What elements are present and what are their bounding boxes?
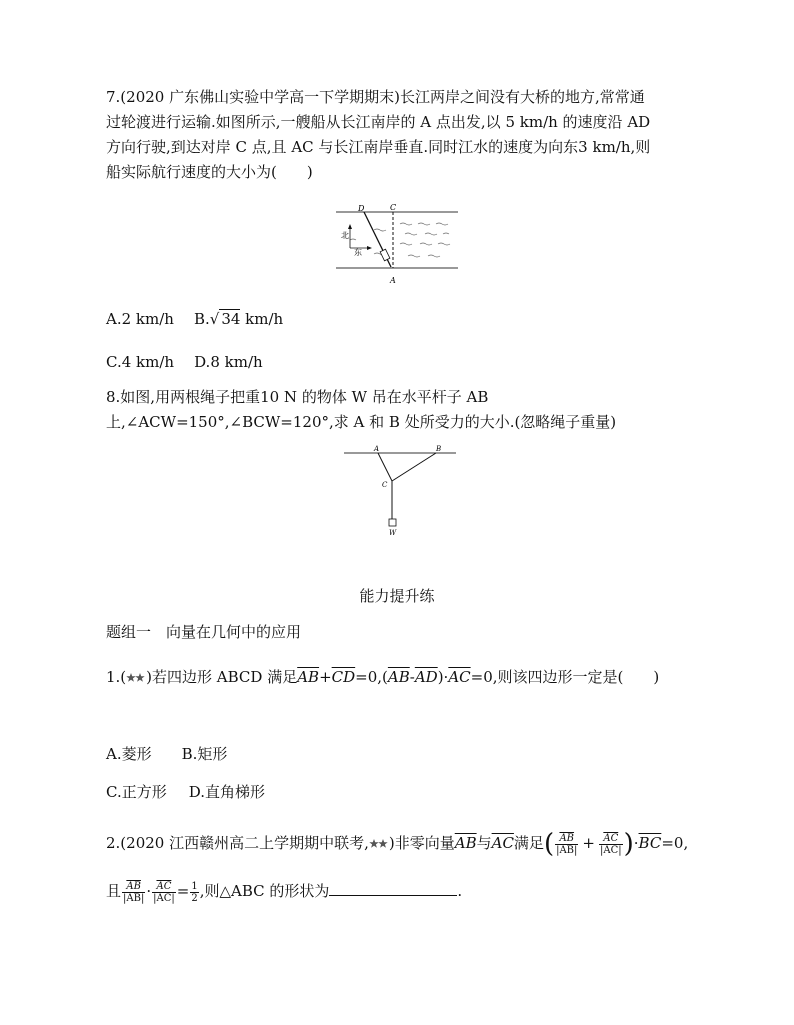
p2-eq: = bbox=[176, 882, 190, 900]
q7-fig-label-east: 东 bbox=[354, 248, 362, 257]
p2-line2-text: ,则△ABC 的形状为 bbox=[199, 882, 330, 900]
p2-question-line-2 bbox=[106, 878, 462, 904]
vector-ad: $\overline{AD}$ bbox=[414, 668, 438, 686]
q7-option-c: C.4 km/h bbox=[106, 353, 175, 371]
p2-vector-ac: $\overline{AC}$ bbox=[491, 834, 514, 852]
p1-question bbox=[106, 667, 659, 687]
p2-question-line-1: 2.(2020 江西赣州高二上学期期中联考, )非零向量$\overline{AB}$与$\overline{AC}$满足( $\frac{\overline{AB}}{|AB|}$ + $\frac{\overline{AC}}{|AC|}$ )$\cdot\overline{BC}=0$, bbox=[106, 829, 689, 859]
q8-text-line-2: 上,∠ACW=150°,∠BCW=120°,求 A 和 B 处所受力的大小.(忽略绳子重量) bbox=[106, 413, 617, 431]
p2-fraction-half: $\frac{1}{2}$ bbox=[191, 880, 198, 904]
q7-option-d: D.8 km/h bbox=[194, 353, 263, 371]
p1-option-a: A.菱形 bbox=[106, 745, 152, 763]
q8-rope-figure bbox=[340, 443, 460, 539]
q8-fig-label-w: W bbox=[389, 529, 397, 537]
q7-fig-label-c: C bbox=[390, 203, 397, 212]
weight-box-icon bbox=[389, 519, 396, 526]
q7-options-row-1 bbox=[106, 309, 283, 329]
p1-option-d: D.直角梯形 bbox=[188, 783, 265, 801]
p2-dot: · bbox=[633, 834, 639, 852]
p1-dot: )· bbox=[437, 668, 449, 686]
p1-text-a: )若四边形 ABCD 满足 bbox=[146, 668, 298, 686]
p2-fraction-ac: $\frac{\overline{AC}}{|AC|}$ bbox=[599, 832, 622, 856]
p2-text-a: )非零向量 bbox=[388, 834, 455, 852]
vector-ab-2: $\overline{AB}$ bbox=[387, 668, 410, 686]
q7-options-row-2 bbox=[106, 352, 263, 372]
p2-prefix: 2.(2020 江西赣州高二上学期期中联考, bbox=[106, 834, 369, 852]
q8-text-line-1: 8.如图,用两根绳子把重10 N 的物体 W 吊在水平杆子 AB bbox=[106, 388, 489, 406]
p2-vector-ab: $\overline{AB}$ bbox=[454, 834, 477, 852]
q7-option-b-unit: km/h bbox=[240, 310, 284, 328]
two-star-difficulty-icon bbox=[369, 838, 389, 850]
p2-eq-zero: =0, bbox=[661, 834, 689, 852]
vector-cd: $\overline{CD}$ bbox=[331, 668, 356, 686]
q7-fig-label-d: D bbox=[358, 204, 365, 213]
q7-text-line-3: 方向行驶,到达对岸 C 点,且 AC 与长江南岸垂直.同时江水的速度为向东3 km/h,则 bbox=[106, 138, 651, 156]
p2-plus: + bbox=[582, 834, 595, 852]
p2-dot-2: · bbox=[146, 882, 152, 900]
q8-fig-label-b: B bbox=[436, 445, 442, 453]
p2-fraction-ac-2: $\frac{\overline{AC}}{|AC|}$ bbox=[153, 880, 175, 904]
p2-period: . bbox=[457, 882, 463, 900]
q7-option-a: A.2 km/h bbox=[106, 310, 174, 328]
q7-fig-label-north: 北 bbox=[341, 231, 349, 240]
q8-fig-label-a: A bbox=[374, 445, 380, 453]
p1-options-row-1 bbox=[106, 744, 227, 764]
q7-river-figure bbox=[330, 200, 462, 286]
p1-option-c: C.正方形 bbox=[106, 783, 167, 801]
p2-line2-prefix: 且 bbox=[106, 882, 122, 900]
p2-satisfy: 满足 bbox=[513, 834, 544, 852]
q7-option-b-label: B. bbox=[193, 310, 210, 328]
q7-text-line-4: 船实际航行速度的大小为( ) bbox=[106, 163, 313, 181]
q7-text-line-2: 过轮渡进行运输.如图所示,一艘船从长江南岸的 A 点出发,以 5 km/h 的速度沿 AD bbox=[106, 113, 651, 131]
two-star-difficulty-icon bbox=[126, 672, 146, 684]
vector-ab: $\overline{AB}$ bbox=[297, 668, 320, 686]
p2-vector-bc: $\overline{BC}$ bbox=[638, 834, 662, 852]
p1-tail: =0,则该四边形一定是( ) bbox=[470, 668, 660, 686]
q7-text-line-1: 7.(2020 广东佛山实验中学高一下学期期末)长江两岸之间没有大桥的地方,常常通 bbox=[106, 88, 645, 106]
p1-option-b: B.矩形 bbox=[181, 745, 228, 763]
p2-fraction-ab-2: $\frac{\overline{AB}}{|AB|}$ bbox=[123, 880, 145, 904]
p2-answer-blank[interactable] bbox=[329, 881, 457, 896]
vector-ac: $\overline{AC}$ bbox=[448, 668, 471, 686]
p2-and: 与 bbox=[476, 834, 492, 852]
p1-plus: + bbox=[319, 668, 332, 686]
q7-fig-label-a: A bbox=[390, 276, 396, 285]
q8-fig-label-c: C bbox=[382, 481, 388, 489]
p1-prefix: 1.( bbox=[106, 668, 127, 686]
p1-options-row-2 bbox=[106, 782, 265, 802]
p2-fraction-ab: $\frac{\overline{AB}}{|AB|}$ bbox=[556, 832, 578, 856]
p1-text-b: =0,( bbox=[355, 668, 388, 686]
p1-minus: - bbox=[409, 668, 415, 686]
q7-option-b-radicand: 34 bbox=[221, 310, 241, 328]
section-title: 能力提升练 bbox=[359, 587, 435, 605]
group-title: 题组一 向量在几何中的应用 bbox=[106, 623, 302, 641]
sqrt-icon: √ bbox=[209, 310, 220, 328]
